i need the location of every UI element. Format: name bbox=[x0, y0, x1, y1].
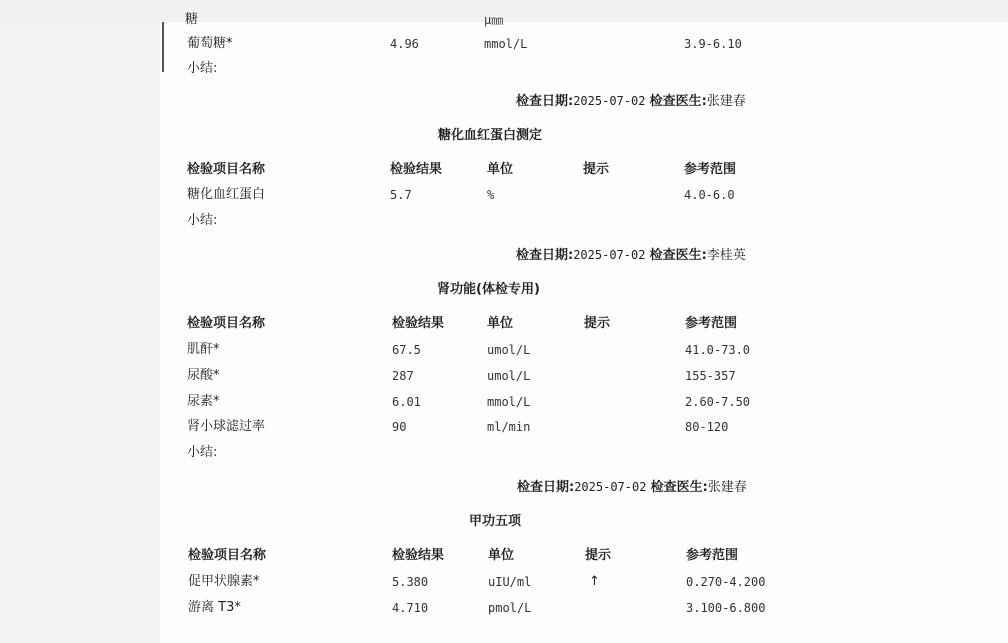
exam-meta bbox=[516, 93, 746, 110]
row-unit: umol/L bbox=[487, 369, 531, 383]
row-result: 67.5 bbox=[392, 343, 421, 357]
date-label: 检查日期: bbox=[517, 480, 575, 495]
row-name: 肌酐* bbox=[187, 342, 220, 357]
row-range: 80-120 bbox=[685, 420, 729, 434]
row-unit: umol/L bbox=[487, 343, 531, 357]
row-range: 2.60-7.50 bbox=[685, 395, 751, 409]
summary-label: 小结: bbox=[187, 213, 218, 228]
row-result: 90 bbox=[392, 420, 407, 434]
row-unit: % bbox=[487, 188, 495, 202]
row-unit: ml/min bbox=[487, 420, 531, 434]
exam-meta bbox=[517, 479, 747, 496]
exam-meta bbox=[516, 247, 746, 264]
header-name: 检验项目名称 bbox=[188, 548, 267, 563]
row-range: 3.100-6.800 bbox=[686, 601, 766, 615]
row-name: 游离 T3* bbox=[188, 600, 241, 615]
header-unit: 单位 bbox=[487, 162, 514, 177]
row-name: 尿素* bbox=[187, 394, 220, 409]
header-unit: 单位 bbox=[487, 316, 514, 331]
cut-row-unit: μ㎜ bbox=[484, 13, 504, 27]
doctor-label: 检查医生: bbox=[649, 94, 707, 109]
row-result: 4.710 bbox=[392, 601, 429, 615]
row-result: 5.7 bbox=[390, 188, 412, 202]
doctor-name: 张建春 bbox=[706, 94, 746, 109]
row-name: 糖化血红蛋白 bbox=[187, 187, 266, 202]
doctor-name: 李桂英 bbox=[706, 248, 746, 263]
row-hint-arrow: ↑ bbox=[589, 574, 600, 589]
document-page bbox=[160, 22, 1008, 643]
row-result: 4.96 bbox=[390, 37, 419, 51]
row-range: 41.0-73.0 bbox=[685, 343, 751, 357]
exam-date: 2025-07-02 bbox=[573, 248, 646, 262]
row-unit: mmol/L bbox=[487, 395, 531, 409]
row-name: 葡萄糖* bbox=[187, 36, 233, 51]
header-hint: 提示 bbox=[584, 316, 611, 331]
cut-row-name: 糖 bbox=[185, 12, 199, 27]
header-range: 参考范围 bbox=[686, 548, 739, 563]
section-title: 甲功五项 bbox=[469, 514, 522, 529]
summary-label: 小结: bbox=[187, 445, 218, 460]
date-label: 检查日期: bbox=[516, 248, 574, 263]
header-result: 检验结果 bbox=[392, 548, 445, 563]
header-hint: 提示 bbox=[585, 548, 612, 563]
header-name: 检验项目名称 bbox=[187, 162, 266, 177]
row-unit: uIU/ml bbox=[488, 575, 532, 589]
header-name: 检验项目名称 bbox=[187, 316, 266, 331]
doctor-label: 检查医生: bbox=[650, 480, 708, 495]
header-hint: 提示 bbox=[583, 162, 610, 177]
summary-label: 小结: bbox=[187, 61, 218, 76]
header-result: 检验结果 bbox=[392, 316, 445, 331]
row-result: 5.380 bbox=[392, 575, 429, 589]
row-name: 肾小球滤过率 bbox=[187, 419, 266, 434]
row-range: 4.0-6.0 bbox=[684, 188, 735, 202]
date-label: 检查日期: bbox=[516, 94, 574, 109]
top-bar bbox=[0, 0, 1008, 22]
row-unit: pmol/L bbox=[488, 601, 532, 615]
section-title: 糖化血红蛋白测定 bbox=[438, 128, 543, 143]
exam-date: 2025-07-02 bbox=[573, 94, 646, 108]
margin-line bbox=[162, 22, 164, 72]
row-name: 尿酸* bbox=[187, 368, 220, 383]
section-title: 肾功能(体检专用) bbox=[437, 282, 540, 297]
row-result: 287 bbox=[392, 369, 414, 383]
row-name: 促甲状腺素* bbox=[188, 574, 260, 589]
row-unit: mmol/L bbox=[484, 37, 528, 51]
row-result: 6.01 bbox=[392, 395, 421, 409]
header-result: 检验结果 bbox=[390, 162, 443, 177]
doctor-label: 检查医生: bbox=[649, 248, 707, 263]
row-range: 155-357 bbox=[685, 369, 736, 383]
doctor-name: 张建春 bbox=[707, 480, 747, 495]
row-range: 0.270-4.200 bbox=[686, 575, 766, 589]
header-range: 参考范围 bbox=[684, 162, 737, 177]
row-range: 3.9-6.10 bbox=[684, 37, 742, 51]
header-range: 参考范围 bbox=[685, 316, 738, 331]
header-unit: 单位 bbox=[488, 548, 515, 563]
exam-date: 2025-07-02 bbox=[574, 480, 647, 494]
